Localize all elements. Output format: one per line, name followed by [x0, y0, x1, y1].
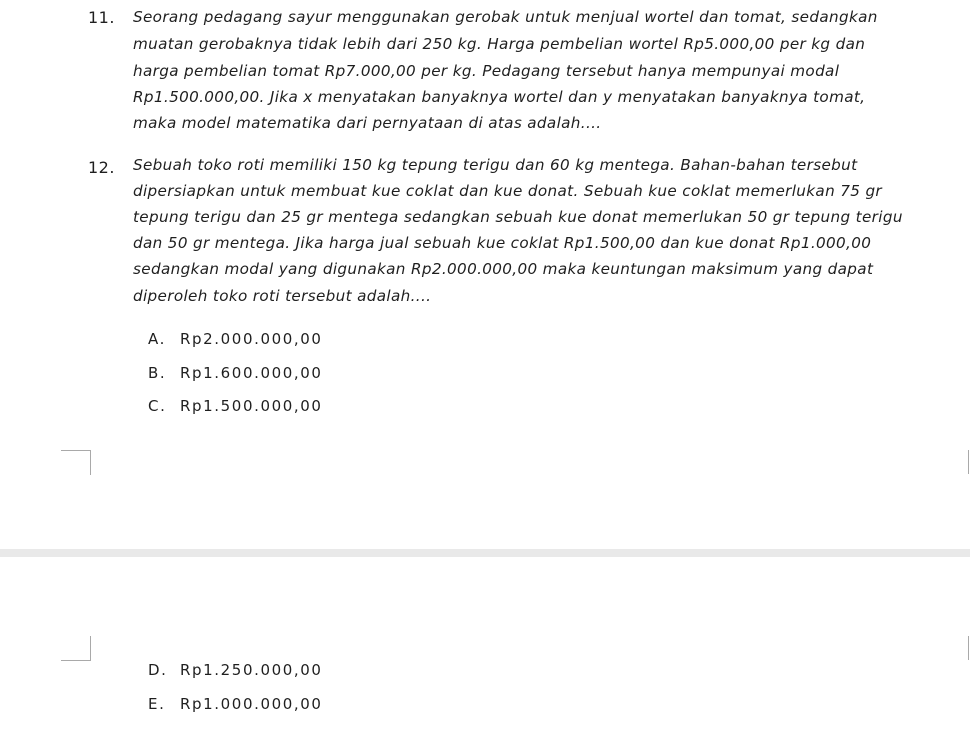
- option-letter: D.: [148, 661, 168, 679]
- question-text-line: harga pembelian tomat Rp7.000,00 per kg. Pedagang tersebut hanya mempunyai modal: [133, 62, 840, 80]
- answer-option-d[interactable]: [148, 661, 323, 679]
- question-text-line: Rp1.500.000,00. Jika x menyatakan banyaknya wortel dan y menyatakan banyaknya tomat,: [133, 88, 866, 106]
- question-text-line: muatan gerobaknya tidak lebih dari 250 kg. Harga pembelian wortel Rp5.000,00 per kg dan: [133, 35, 866, 53]
- question-text-line: dan 50 gr mentega. Jika harga jual sebuah kue coklat Rp1.500,00 dan kue donat Rp1.000,00: [133, 234, 872, 252]
- answer-option-c[interactable]: [148, 397, 323, 415]
- option-text: Rp1.000.000,00: [180, 695, 323, 713]
- page-margin-corner-mark: [61, 450, 91, 475]
- page-margin-corner-mark: [968, 450, 969, 474]
- question-text-line: dipersiapkan untuk membuat kue coklat dan kue donat. Sebuah kue coklat memerlukan 75 gr: [133, 182, 883, 200]
- answer-option-a[interactable]: [148, 330, 323, 348]
- question-number: 12.: [88, 158, 115, 177]
- option-text: Rp1.250.000,00: [180, 661, 323, 679]
- option-text: Rp1.500.000,00: [180, 397, 323, 415]
- question-text-line: maka model matematika dari pernyataan di atas adalah....: [133, 114, 602, 132]
- page-margin-corner-mark: [61, 636, 91, 661]
- option-text: Rp1.600.000,00: [180, 364, 323, 382]
- answer-option-b[interactable]: [148, 364, 323, 382]
- answer-option-e[interactable]: [148, 695, 323, 713]
- option-letter: C.: [148, 397, 167, 415]
- question-text-line: sedangkan modal yang digunakan Rp2.000.000,00 maka keuntungan maksimum yang dapat: [133, 260, 874, 278]
- question-text-line: Sebuah toko roti memiliki 150 kg tepung terigu dan 60 kg mentega. Bahan-bahan tersebut: [133, 156, 858, 174]
- page-break-gap: [0, 549, 970, 557]
- option-letter: A.: [148, 330, 166, 348]
- question-text-line: Seorang pedagang sayur menggunakan gerobak untuk menjual wortel dan tomat, sedangkan: [133, 8, 878, 26]
- option-letter: B.: [148, 364, 167, 382]
- option-letter: E.: [148, 695, 166, 713]
- question-text-line: tepung terigu dan 25 gr mentega sedangkan sebuah kue donat memerlukan 50 gr tepung terigu: [133, 208, 903, 226]
- option-text: Rp2.000.000,00: [180, 330, 323, 348]
- question-text-line: diperoleh toko roti tersebut adalah....: [133, 287, 432, 305]
- page-margin-corner-mark: [968, 636, 969, 660]
- question-number: 11.: [88, 8, 115, 27]
